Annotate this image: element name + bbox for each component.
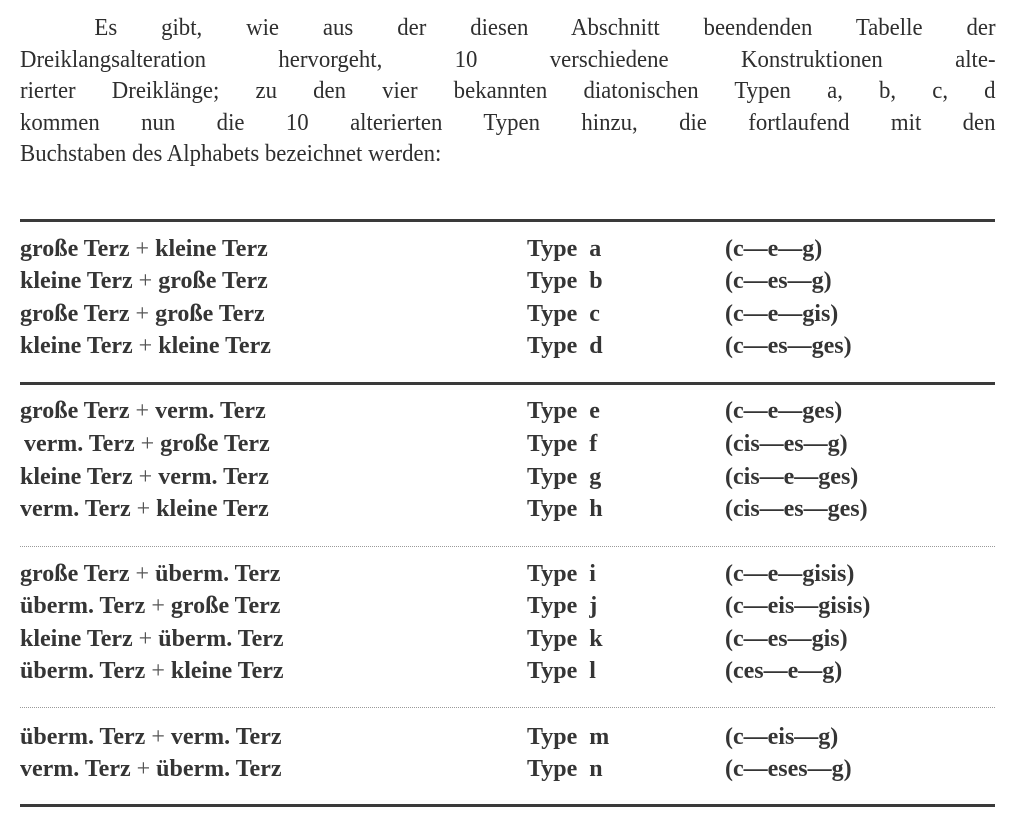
lower-interval: verm. Terz [24, 431, 135, 457]
plus-sign: + [136, 756, 151, 782]
paragraph-line: rierter Dreiklänge; zu den vier bekannten diatonischen Typen a, b, c, d [20, 77, 996, 104]
note-spelling: (c—eses—g) [725, 756, 852, 782]
type-label: Type b [527, 268, 603, 294]
note-spelling: (cis—es—g) [725, 431, 848, 457]
note-spelling: (cis—e—ges) [725, 464, 859, 490]
plus-sign: + [151, 593, 165, 619]
table-row [0, 724, 1024, 756]
note-spelling: (c—es—ges) [725, 333, 852, 359]
paragraph-line: kommen nun die 10 alterierten Typen hinzu, die fortlaufend mit den [20, 108, 996, 136]
table-row [0, 626, 1024, 658]
upper-interval: große Terz [155, 301, 265, 327]
plus-sign: + [138, 626, 153, 652]
upper-interval: kleine Terz [156, 496, 269, 522]
lower-interval: überm. Terz [20, 658, 146, 684]
lower-interval: überm. Terz [20, 593, 146, 619]
type-label: Type c [527, 301, 600, 327]
note-spelling: (c—eis—g) [725, 724, 839, 750]
note-spelling: (c—e—ges) [725, 398, 843, 424]
table-row [0, 593, 1024, 625]
type-label: Type f [527, 431, 598, 457]
table-row [0, 756, 1024, 788]
table-row [0, 301, 1024, 333]
plus-sign: + [151, 658, 165, 684]
upper-interval: große Terz [158, 268, 268, 294]
plus-sign: + [140, 431, 155, 457]
lower-interval: kleine Terz [20, 626, 133, 652]
lower-interval: große Terz [20, 301, 130, 327]
upper-interval: verm. Terz [170, 724, 282, 750]
type-label: Type g [527, 464, 602, 490]
plus-sign: + [135, 398, 150, 424]
lower-interval: kleine Terz [20, 464, 133, 490]
table-row [0, 236, 1024, 268]
upper-interval: große Terz [160, 431, 270, 457]
upper-interval: kleine Terz [170, 658, 284, 684]
type-label: Type a [527, 236, 602, 262]
lower-interval: kleine Terz [20, 268, 133, 294]
note-spelling: (cis—es—ges) [725, 496, 868, 522]
type-label: Type l [527, 658, 596, 684]
type-label: Type e [527, 398, 600, 424]
group-divider-dotted [20, 707, 995, 708]
note-spelling: (c—eis—gisis) [725, 593, 871, 619]
table-row [0, 658, 1024, 690]
table-row [0, 431, 1024, 463]
lower-interval: große Terz [20, 236, 130, 262]
table-row [0, 333, 1024, 365]
plus-sign: + [135, 236, 150, 262]
note-spelling: (c—es—gis) [725, 626, 848, 652]
table-bottom-rule [20, 804, 995, 807]
upper-interval: überm. Terz [158, 626, 284, 652]
type-label: Type n [527, 756, 603, 782]
note-spelling: (c—e—g) [725, 236, 823, 262]
type-label: Type h [527, 496, 603, 522]
type-label: Type m [527, 724, 610, 750]
table-row [0, 464, 1024, 496]
table-row [0, 268, 1024, 300]
plus-sign: + [136, 496, 151, 522]
paragraph-line: Dreiklangsalteration hervorgeht, 10 verschiedene Konstruktionen alte- [20, 45, 996, 73]
upper-interval: kleine Terz [158, 333, 271, 359]
plus-sign: + [138, 333, 153, 359]
plus-sign: + [151, 724, 165, 750]
lower-interval: große Terz [20, 398, 130, 424]
type-label: Type i [527, 561, 596, 587]
lower-interval: verm. Terz [20, 496, 131, 522]
plus-sign: + [138, 268, 153, 294]
upper-interval: verm. Terz [158, 464, 269, 490]
lower-interval: große Terz [20, 561, 130, 587]
note-spelling: (c—es—g) [725, 268, 832, 294]
lower-interval: überm. Terz [20, 724, 146, 750]
paragraph-line: Buchstaben des Alphabets bezeichnet werden: [20, 140, 442, 167]
note-spelling: (c—e—gisis) [725, 561, 855, 587]
type-label: Type k [527, 626, 603, 652]
group-divider-dotted [20, 546, 995, 547]
upper-interval: große Terz [170, 593, 281, 619]
note-spelling: (ces—e—g) [725, 658, 843, 684]
note-spelling: (c—e—gis) [725, 301, 839, 327]
paragraph-line: Es gibt, wie aus der diesen Abschnitt beendenden Tabelle der [94, 14, 996, 41]
type-label: Type j [527, 593, 598, 619]
upper-interval: überm. Terz [156, 756, 282, 782]
upper-interval: kleine Terz [155, 236, 268, 262]
lower-interval: kleine Terz [20, 333, 133, 359]
type-label: Type d [527, 333, 603, 359]
plus-sign: + [138, 464, 153, 490]
group-divider-rule [20, 382, 995, 385]
upper-interval: verm. Terz [155, 398, 266, 424]
lower-interval: verm. Terz [20, 756, 131, 782]
plus-sign: + [135, 561, 150, 587]
table-row [0, 561, 1024, 593]
table-row [0, 398, 1024, 430]
table-row [0, 496, 1024, 528]
table-top-rule [20, 219, 995, 222]
intro-paragraph [20, 12, 996, 170]
plus-sign: + [135, 301, 150, 327]
upper-interval: überm. Terz [155, 561, 281, 587]
